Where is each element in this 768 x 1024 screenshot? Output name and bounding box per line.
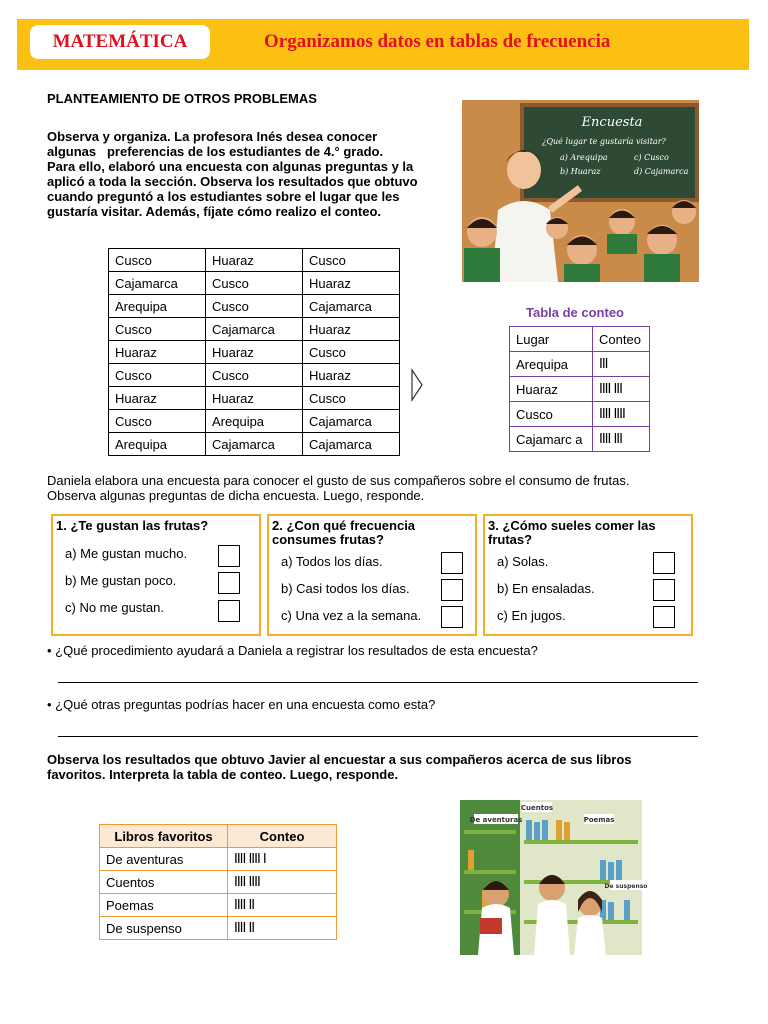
survey-cell: Cajamarca [206, 433, 303, 456]
tally-marks: IIII IIII I [228, 848, 337, 871]
option-label: b) En ensaladas. [497, 581, 595, 596]
option-label: c) No me gustan. [65, 600, 164, 615]
survey-cell: Huaraz [206, 387, 303, 410]
survey-cell: Huaraz [206, 341, 303, 364]
library-illustration [460, 800, 648, 955]
answer-checkbox[interactable] [653, 579, 675, 601]
table-header-row [510, 327, 650, 352]
question-box-3 [483, 514, 693, 636]
bullet-text: ¿Qué otras preguntas podrías hacer en una encuesta como esta? [55, 697, 436, 712]
header-cell: Lugar [510, 327, 593, 352]
section-heading: PLANTEAMIENTO DE OTROS PROBLEMAS [47, 91, 317, 106]
survey-cell: Cusco [206, 364, 303, 387]
table-row [510, 352, 650, 377]
question-title: 3. ¿Cómo sueles comer las frutas? [488, 518, 656, 547]
intro-line: Observa algunas preguntas de dicha encuesta. Luego, responde. [47, 488, 425, 503]
survey-results-table [108, 248, 400, 456]
table-row [109, 410, 400, 433]
answer-checkbox[interactable] [653, 552, 675, 574]
section1-intro [47, 129, 457, 219]
book-category-cell: De aventuras [100, 848, 228, 871]
shelf-label: Cuentos [520, 804, 554, 812]
table-row [109, 295, 400, 318]
page-title: Organizamos datos en tablas de frecuencia [264, 31, 611, 52]
survey-cell: Arequipa [109, 433, 206, 456]
survey-cell: Cajamarca [206, 318, 303, 341]
intro-line: cuando preguntó a los estudiantes sobre el lugar que les [47, 189, 400, 204]
tally-marks: IIII III [593, 377, 650, 402]
option-label: b) Casi todos los días. [281, 581, 410, 596]
shelf-label: De aventuras [469, 816, 523, 824]
tally-marks: IIII III [593, 427, 650, 452]
question-title: 1. ¿Te gustan las frutas? [56, 518, 209, 533]
table-header-row [100, 825, 337, 848]
table-row [109, 341, 400, 364]
table-row [109, 433, 400, 456]
bullet-question-1 [47, 643, 538, 658]
table-row [109, 272, 400, 295]
intro-line: Observa los resultados que obtuvo Javier al encuestar a sus compañeros acerca de sus libros [47, 752, 632, 767]
shelf-label: De suspenso [604, 883, 648, 890]
survey-cell: Cusco [109, 318, 206, 341]
tally-caption: Tabla de conteo [526, 305, 624, 320]
option-label: a) Todos los días. [281, 554, 383, 569]
intro-line: favoritos. Interpreta la tabla de conteo. Luego, responde. [47, 767, 399, 782]
question-title: 2. ¿Con qué frecuencia consumes frutas? [272, 518, 416, 547]
table-row [109, 318, 400, 341]
tally-marks: IIII IIII [228, 871, 337, 894]
table-row [109, 387, 400, 410]
books-tally-table [99, 824, 337, 940]
answer-line[interactable] [58, 682, 698, 683]
board-option: c) Cusco [634, 153, 669, 162]
option-label: c) En jugos. [497, 608, 566, 623]
book-category-cell: Cuentos [100, 871, 228, 894]
book-category-cell: Poemas [100, 894, 228, 917]
tally-table [509, 326, 650, 452]
board-title: Encuesta [581, 115, 643, 130]
bullet-question-2 [47, 697, 435, 712]
answer-checkbox[interactable] [653, 606, 675, 628]
survey-cell: Huaraz [303, 318, 400, 341]
board-option: b) Huaraz [560, 167, 601, 176]
table-row [510, 377, 650, 402]
tally-marks: IIII IIII [593, 402, 650, 427]
survey-cell: Huaraz [303, 272, 400, 295]
place-cell: Cusco [510, 402, 593, 427]
answer-checkbox[interactable] [218, 545, 240, 567]
question-box-1 [51, 514, 261, 636]
survey-cell: Cusco [206, 295, 303, 318]
place-cell: Arequipa [510, 352, 593, 377]
board-option: d) Cajamarca [634, 167, 689, 176]
table-row [100, 848, 337, 871]
table-row [100, 894, 337, 917]
survey-cell: Cajamarca [303, 295, 400, 318]
survey-cell: Cusco [303, 249, 400, 272]
answer-line[interactable] [58, 736, 698, 737]
table-row [100, 917, 337, 940]
survey-cell: Arequipa [206, 410, 303, 433]
survey-cell: Huaraz [206, 249, 303, 272]
intro-line: Daniela elabora una encuesta para conocer el gusto de sus compañeros sobre el consumo de frutas. [47, 473, 630, 488]
intro-line: aplicó a toda la sección. Observa los resultados que obtuvo [47, 174, 418, 189]
tally-marks: III [593, 352, 650, 377]
classroom-illustration [462, 100, 699, 282]
table-row [109, 364, 400, 387]
table-row [510, 402, 650, 427]
option-label: a) Solas. [497, 554, 549, 569]
option-label: b) Me gustan poco. [65, 573, 177, 588]
intro-line: gustaría visitar. Además, fíjate cómo realizo el conteo. [47, 204, 382, 219]
place-cell: Huaraz [510, 377, 593, 402]
answer-checkbox[interactable] [441, 606, 463, 628]
board-question: ¿Qué lugar te gustaría visitar? [542, 137, 666, 146]
intro-line: Para ello, elaboró una encuesta con algunas preguntas y la [47, 159, 414, 174]
survey-cell: Cusco [303, 387, 400, 410]
survey-cell: Huaraz [303, 364, 400, 387]
survey-cell: Cajamarca [303, 433, 400, 456]
place-cell: Cajamarc a [510, 427, 593, 452]
book-category-cell: De suspenso [100, 917, 228, 940]
option-label: a) Me gustan mucho. [65, 546, 188, 561]
bullet-icon: • [47, 697, 56, 712]
survey-cell: Cajamarca [303, 410, 400, 433]
header-cell: Conteo [593, 327, 650, 352]
question-box-2 [267, 514, 477, 636]
bullet-text: ¿Qué procedimiento ayudará a Daniela a registrar los resultados de esta encuesta? [55, 643, 538, 658]
tally-marks: IIII II [228, 917, 337, 940]
answer-checkbox[interactable] [441, 579, 463, 601]
table-row [100, 871, 337, 894]
survey-cell: Huaraz [109, 387, 206, 410]
survey-cell: Cajamarca [109, 272, 206, 295]
answer-checkbox[interactable] [218, 600, 240, 622]
header-cell: Libros favoritos [100, 825, 228, 848]
survey-cell: Cusco [109, 249, 206, 272]
intro-line: algunas preferencias de los estudiantes de 4.° grado. [47, 144, 384, 159]
section2-intro [47, 473, 629, 503]
table-row [510, 427, 650, 452]
survey-cell: Cusco [206, 272, 303, 295]
intro-line: Observa y organiza. La profesora Inés desea conocer [47, 129, 378, 144]
answer-checkbox[interactable] [441, 552, 463, 574]
board-option: a) Arequipa [560, 153, 608, 162]
shelf-label: Poemas [583, 816, 615, 824]
table-row [109, 249, 400, 272]
subject-label: MATEMÁTICA [30, 25, 210, 59]
survey-cell: Cusco [109, 364, 206, 387]
bullet-icon: • [47, 643, 56, 658]
option-label: c) Una vez a la semana. [281, 608, 422, 623]
header-cell: Conteo [228, 825, 337, 848]
answer-checkbox[interactable] [218, 572, 240, 594]
survey-cell: Arequipa [109, 295, 206, 318]
section3-intro [47, 752, 632, 782]
survey-cell: Huaraz [109, 341, 206, 364]
survey-cell: Cusco [109, 410, 206, 433]
tally-marks: IIII II [228, 894, 337, 917]
survey-cell: Cusco [303, 341, 400, 364]
arrow-right-icon [410, 368, 424, 402]
